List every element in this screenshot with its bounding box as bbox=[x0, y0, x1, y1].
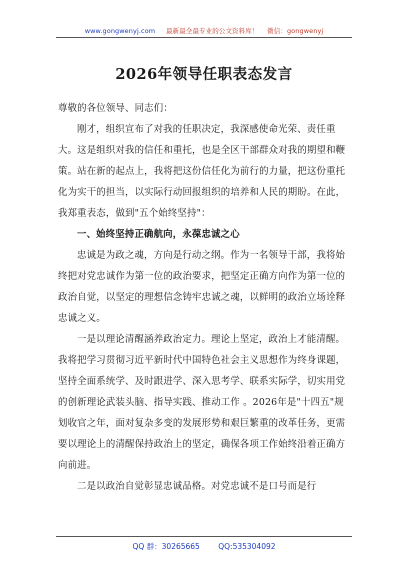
paragraph: 一是以理论清醒涵养政治定力。理论上坚定，政治上才能清醒。我将把学习贯彻习近平新时代中国特色社会主义思想作为终身课题，坚持全面系统学、及时跟进学、深入思考学、联系实际学，切实用党的创新理论武装头脑、指导实践、推动工作 。2026年是"十四五"规划收官之年，面对复杂多变的发展形势和艰巨繁重的改革任务，更需要以理论上的清醒保持政治上的坚定，确保各项工作始终沿着正确方向前进。 bbox=[58, 334, 346, 471]
paragraph: 二是以政治自觉彰显忠诚品格。对党忠诚不是口号而是行 bbox=[77, 481, 317, 492]
page-header bbox=[0, 26, 408, 35]
qq-contact: QQ:535304092 bbox=[218, 542, 276, 551]
salutation: 尊敬的各位领导、同志们： bbox=[58, 103, 173, 114]
document-body bbox=[58, 98, 350, 497]
site-url[interactable]: www.gongwenyj.com bbox=[84, 27, 156, 35]
qq-group: QQ 群：30265665 bbox=[132, 542, 200, 551]
header-divider bbox=[56, 37, 352, 38]
section-heading: 一、始终坚持正确航向，永葆忠诚之心 bbox=[77, 229, 240, 240]
wechat-id: 微信：gongwenyj bbox=[267, 27, 324, 35]
page-footer bbox=[0, 541, 408, 552]
paragraph: 忠诚是为政之魂，方向是行动之纲。作为一名领导干部，我将始终把对党忠诚作为第一位的政治要求，把坚定正确方向作为第一位的政治自觉，以坚定的理想信念铸牢忠诚之魂，以鲜明的政治立场诠释忠诚之义。 bbox=[58, 250, 346, 324]
paragraph: 刚才，组织宣布了对我的任职决定，我深感使命光荣、责任重大。这是组织对我的信任和重托，也是全区干部群众对我的期望和鞭策。站在新的起点上，我将把这份信任化为前行的力量，把这份重托化为实干的担当，以实际行动回报组织的培养和人民的期盼。在此，我郑重表态，做到"五个始终坚持"： bbox=[58, 124, 346, 219]
document-title: 2026年领导任职表态发言 bbox=[115, 66, 293, 83]
footer-divider bbox=[56, 536, 352, 537]
site-slogan: 最新最全最专业的公文资料库！ bbox=[166, 27, 259, 35]
